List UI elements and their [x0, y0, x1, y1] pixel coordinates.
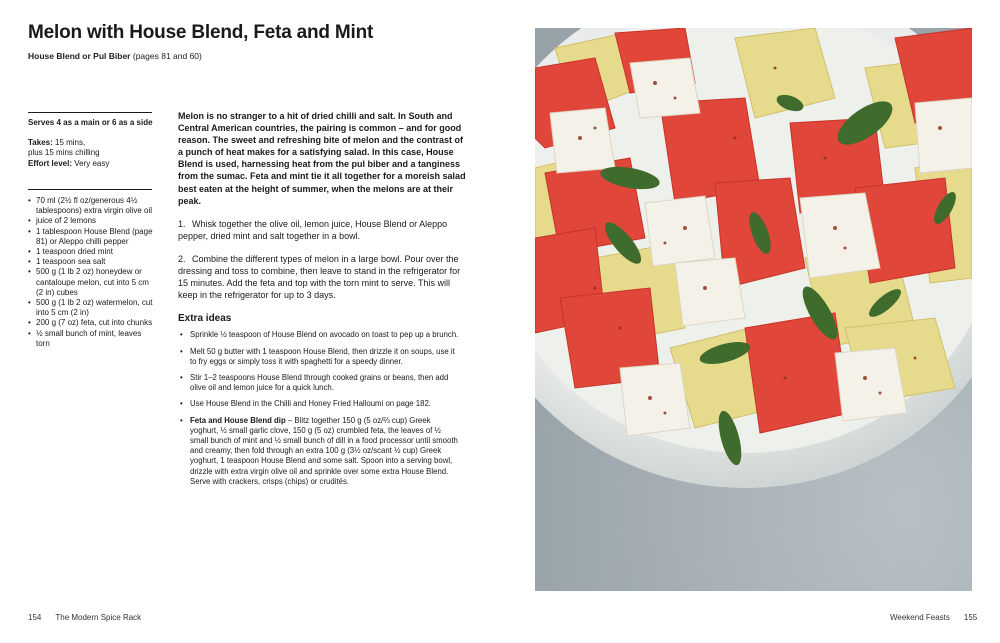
- recipe-subtitle: [28, 51, 202, 61]
- method-column: [178, 110, 468, 493]
- ingredient-item: • 500 g (1 lb 2 oz) honeydew or cantaloupe melon, cut into 5 cm (2 in) cubes: [28, 267, 154, 298]
- subtitle-spice: House Blend or Pul Biber: [28, 51, 131, 61]
- salad-illustration: [535, 28, 972, 591]
- ingredient-item: • 500 g (1 lb 2 oz) watermelon, cut into 5 cm (2 in): [28, 298, 154, 318]
- effort-label: Effort level:: [28, 158, 73, 168]
- sidebar-top-rule: [28, 112, 152, 113]
- intro-paragraph: Melon is no stranger to a hit of dried chilli and salt. In South and Central American countries, the pairing is common – and for good reason. The sweet and refreshing bite of melon and the contrast of a punch of heat makes for a satisfying salad. In this case, House Blend is used, harnessing heat from the pul biber and a tanginess from the sumac. Feta and mint tie it all together for a moreish salad best eaten at the height of summer, when the melons are at their peak.: [178, 111, 466, 206]
- sidebar-mid-rule: [28, 189, 152, 190]
- method-step-1: [178, 218, 468, 242]
- idea-text: Sprinkle ½ teaspoon of House Blend on avocado on toast to pep up a brunch.: [190, 330, 459, 340]
- idea-item: [178, 373, 460, 393]
- step-number: 2.: [178, 253, 186, 264]
- idea-text: Melt 50 g butter with 1 teaspoon House Blend, then drizzle it on soups, use it to fry eggs or simply toss it with spaghetti for a speedy dinner.: [190, 346, 455, 366]
- page-number-left: 154: [28, 613, 42, 622]
- ingredient-item: • 1 teaspoon dried mint: [28, 247, 154, 257]
- ingredient-item: • 70 ml (2½ fl oz/generous 4½ tablespoons) extra virgin olive oil: [28, 196, 154, 216]
- idea-item: [178, 399, 460, 409]
- subtitle-pages: (pages 81 and 60): [130, 51, 202, 61]
- book-title: The Modern Spice Rack: [55, 613, 142, 622]
- step-text: Whisk together the olive oil, lemon juice, House Blend or Aleppo pepper, dried mint and salt together in a bowl.: [178, 218, 448, 241]
- takes-label: Takes:: [28, 138, 53, 147]
- idea-item: [178, 347, 460, 367]
- page-number-right: 155: [963, 613, 978, 622]
- serves-info: Serves 4 as a main or 6 as a side: [28, 118, 153, 127]
- footer-right: [890, 613, 977, 622]
- timing-info: [28, 138, 109, 169]
- step-number: 1.: [178, 218, 186, 229]
- chapter-title: Weekend Feasts: [890, 613, 950, 622]
- idea-title: Feta and House Blend dip: [190, 415, 286, 425]
- recipe-title: Melon with House Blend, Feta and Mint: [28, 22, 374, 43]
- idea-text: – Blitz together 150 g (5 oz/⅔ cup) Greek yoghurt, ½ small garlic clove, 150 g (5 oz) crumbled feta, the leaves of ½ small bunch of mint and ½ small bunch of dill in a food processor until smooth and creamy, then fold through an extra 100 g (3½ oz/scant ½ cup) Greek yoghurt, 1 teaspoon House Blend and some salt. Spoon into a serving bowl, drizzle with extra virgin olive oil and sprinkle over some extra House Blend. Serve with crackers, crisps (chips) or crudités.: [190, 415, 458, 486]
- idea-item: [178, 330, 460, 340]
- footer-left: [28, 613, 141, 622]
- salad-photo: [535, 28, 972, 591]
- ingredient-item: • 200 g (7 oz) feta, cut into chunks: [28, 318, 154, 328]
- takes-line2: plus 15 mins chilling: [28, 148, 100, 158]
- idea-text: Use House Blend in the Chilli and Honey Fried Halloumi on page 182.: [190, 399, 431, 409]
- extra-ideas-heading: Extra ideas: [178, 313, 232, 325]
- ingredient-item: • 1 tablespoon House Blend (page 81) or Aleppo chilli pepper: [28, 227, 154, 247]
- idea-text: Stir 1–2 teaspoons House Blend through cooked grains or beans, then add olive oil and lemon juice for a quick lunch.: [190, 372, 449, 393]
- ingredient-item: • 1 teaspoon sea salt: [28, 257, 154, 267]
- method-step-2: [178, 253, 468, 301]
- ingredients-list: [28, 196, 154, 349]
- takes-value: 15 mins,: [52, 138, 86, 147]
- ingredient-item: • ½ small bunch of mint, leaves torn: [28, 329, 154, 349]
- extra-ideas-list: [178, 330, 468, 487]
- idea-item: [178, 416, 460, 487]
- ingredient-item: • juice of 2 lemons: [28, 216, 154, 226]
- effort-value: Very easy: [72, 158, 110, 168]
- step-text: Combine the different types of melon in a large bowl. Pour over the dressing and toss to combine, then leave to stand in the refrigerator for 15 minutes. Add the feta and top with the torn mint to serve. This will keep in the refrigerator for up to 3 days.: [178, 253, 461, 301]
